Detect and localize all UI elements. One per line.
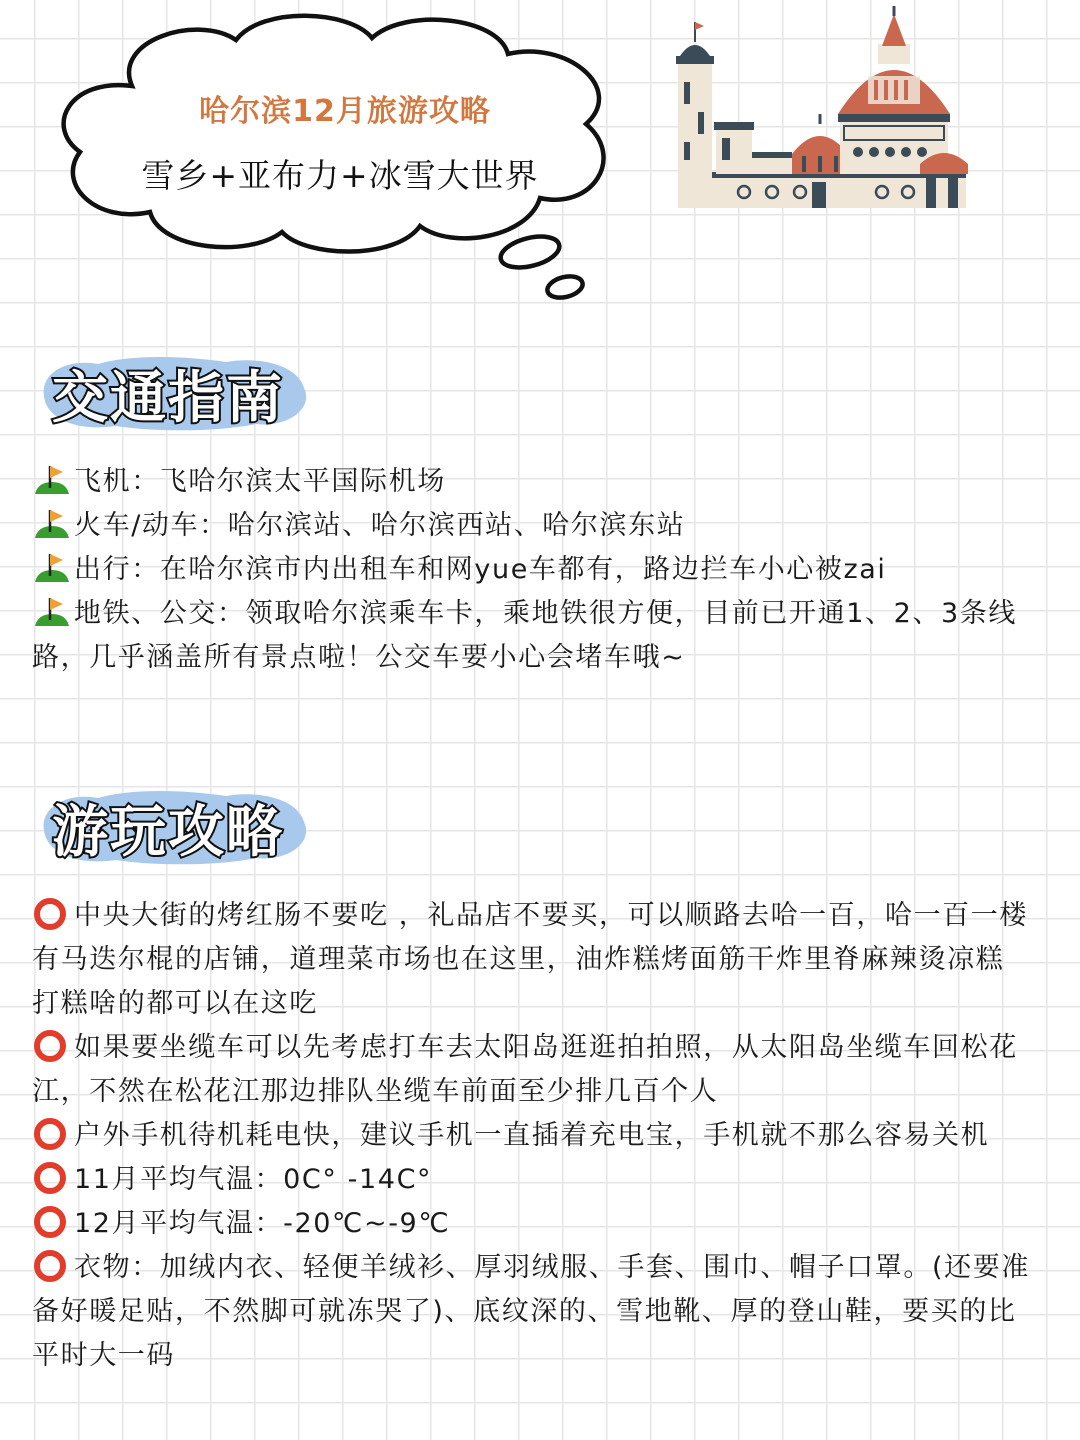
church-building-icon — [668, 6, 974, 212]
traffic-item-text: 飞机：飞哈尔滨太平国际机场 — [74, 466, 446, 497]
golf-flag-icon — [32, 594, 72, 628]
guide-title: 哈尔滨12月旅游攻略 — [199, 94, 491, 129]
traffic-item-text: 火车/动车：哈尔滨站、哈尔滨西站、哈尔滨东站 — [74, 510, 686, 541]
tips-heading-text: 游玩攻略 — [52, 800, 284, 865]
golf-flag-icon — [32, 462, 72, 496]
red-circle-icon — [32, 1160, 72, 1194]
list-item — [32, 1158, 1032, 1202]
golf-flag-icon — [32, 506, 72, 540]
tips-list — [32, 894, 1032, 1378]
traffic-heading-text: 交通指南 — [52, 366, 284, 431]
list-item — [32, 460, 1032, 504]
list-item — [32, 1026, 1032, 1114]
tips-item-text: 12月平均气温：-20℃~-9℃ — [74, 1208, 451, 1239]
traffic-item-text: 地铁、公交：领取哈尔滨乘车卡，乘地铁很方便，目前已开通1、2、3条线路，几乎涵盖所有景点啦！公交车要小心会堵车哦~ — [32, 598, 1017, 673]
traffic-item-text: 出行：在哈尔滨市内出租车和网yue车都有，路边拦车小心被zai — [74, 554, 887, 585]
red-circle-icon — [32, 1028, 72, 1062]
tips-item-text: 户外手机待机耗电快，建议手机一直插着充电宝，手机就不那么容易关机 — [74, 1120, 990, 1151]
guide-subtitle: 雪乡+亚布力+冰雪大世界 — [141, 156, 539, 195]
list-item — [32, 504, 1032, 548]
tips-item-text: 衣物：加绒内衣、轻便羊绒衫、厚羽绒服、手套、围巾、帽子口罩。(还要准备好暖足贴，不然脚可就冻哭了)、底纹深的、雪地靴、厚的登山鞋，要买的比平时大一码 — [32, 1252, 1030, 1371]
list-item — [32, 1202, 1032, 1246]
list-item — [32, 548, 1032, 592]
red-circle-icon — [32, 1248, 72, 1282]
red-circle-icon — [32, 896, 72, 930]
red-circle-icon — [32, 1116, 72, 1150]
tips-item-text: 11月平均气温：0C° -14C° — [74, 1164, 433, 1195]
red-circle-icon — [32, 1204, 72, 1238]
list-item — [32, 592, 1032, 680]
list-item — [32, 1114, 1032, 1158]
list-item — [32, 894, 1032, 1026]
traffic-list — [32, 460, 1032, 680]
tips-item-text: 如果要坐缆车可以先考虑打车去太阳岛逛逛拍拍照，从太阳岛坐缆车回松花江，不然在松花江那边排队坐缆车前面至少排几百个人 — [32, 1032, 1018, 1107]
golf-flag-icon — [32, 550, 72, 584]
tips-item-text: 中央大街的烤红肠不要吃 ，礼品店不要买，可以顺路去哈一百，哈一百一楼有马迭尔棍的店铺，道理菜市场也在这里，油炸糕烤面筋干炸里脊麻辣烫凉糕打糕啥的都可以在这吃 — [32, 900, 1028, 1019]
traffic-heading — [36, 352, 316, 436]
tips-heading — [36, 786, 316, 870]
list-item — [32, 1246, 1032, 1378]
